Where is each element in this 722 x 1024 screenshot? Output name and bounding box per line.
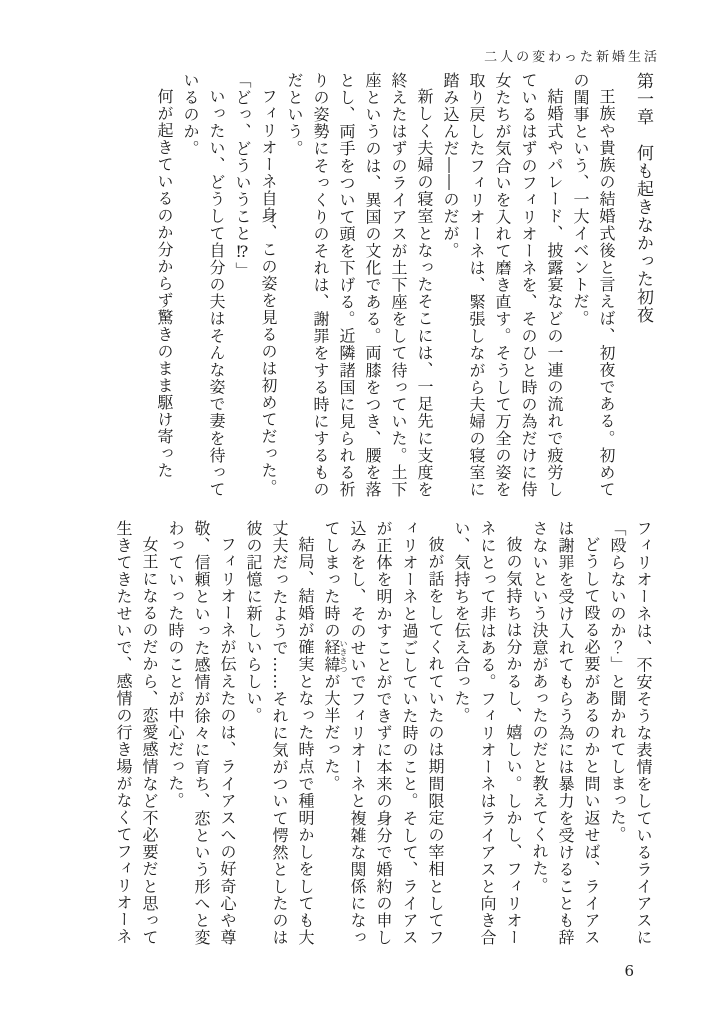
paragraph: 結局、結婚が確実となった時点で種明かしをしても大丈夫だったようで……それに気がついて愕然としたのは彼の記憶に新しいらしい。: [244, 520, 315, 946]
paragraph-continuation: フィリオーネは、不安そうな表情をしているライアスに「殴らないのか？」と聞かれてしまった。: [608, 520, 653, 946]
paragraph-dialogue: 「どっ、どういうこと⁉」: [233, 72, 252, 279]
paragraph: フィリオーネ自身、この姿を見るのは初めてだった。: [259, 88, 278, 496]
paragraph: 王族や貴族の結婚式後と言えば、初夜である。初めての閨事という、一大イベントだ。: [571, 72, 616, 498]
text-tier-bottom: [70, 520, 656, 946]
text-tier-top: [70, 72, 656, 498]
paragraph: 何が起きているのか分からず驚きのまま駆け寄った: [155, 88, 174, 479]
paragraph: 結婚式やパレード、披露宴などの一連の流れで疲労しているはずのフィリオーネを、そのひと時の為だけに侍女たちが気合いを入れて磨き直す。そうして万全の姿を取り戻したフィリオーネは、緊張しながら夫婦の寝室に踏み込んだ――のだが。: [441, 72, 564, 498]
paragraph: 彼の気持ちは分かるし、嬉しい。しかし、フィリオーネにとって非はある。フィリオーネはライアスと向き合い、気持ちを伝え合った。: [452, 520, 523, 946]
chapter-title: 第一章 何も起きなかった初夜: [633, 72, 653, 324]
paragraph: 新しく夫婦の寝室となったそこには、一足先に支度を終えたはずのライアスが土下座をして待っていた。土下座というのは、異国の文化である。両膝をつき、腰を落とし、両手をついて頭を下げる。近隣諸国に見られる祈りの姿勢にそっくりのそれは、謝罪をする時にするものだという。: [285, 72, 434, 498]
page-number: 6: [624, 962, 634, 980]
paragraph: 女王になるのだから、恋愛感情など不必要だと思って生きてきたせいで、感情の行き場がなくてフィリオーネ: [114, 520, 159, 946]
paragraph: いったい、どうして自分の夫はそんな姿で妻を待っているのか。: [181, 72, 226, 498]
paragraph: フィリオーネが伝えたのは、ライアスへの好奇心や尊敬、信頼といった感情が徐々に育ち、恋という形へと変わっていった時のことが中心だった。: [166, 520, 237, 946]
paragraph: どうして殴る必要があるのかと問い返せば、ライアスは謝罪を受け入れてもらう為には暴力を受けることも辞さないという決意があったのだと教えてくれた。: [530, 520, 601, 946]
running-header: 二人の変わった新婚生活: [484, 50, 660, 65]
paragraph: 彼が話をしてくれていたのは期間限定の宰相としてフィリオーネと過ごしていた時のこと。そして、ライアスが正体を明かすことができずに本来の身分で婚約の申し込みをし、そのせいでフィリオーネと複雑な関係になってしまった時の経緯いきさつが大半だった。: [322, 520, 445, 946]
